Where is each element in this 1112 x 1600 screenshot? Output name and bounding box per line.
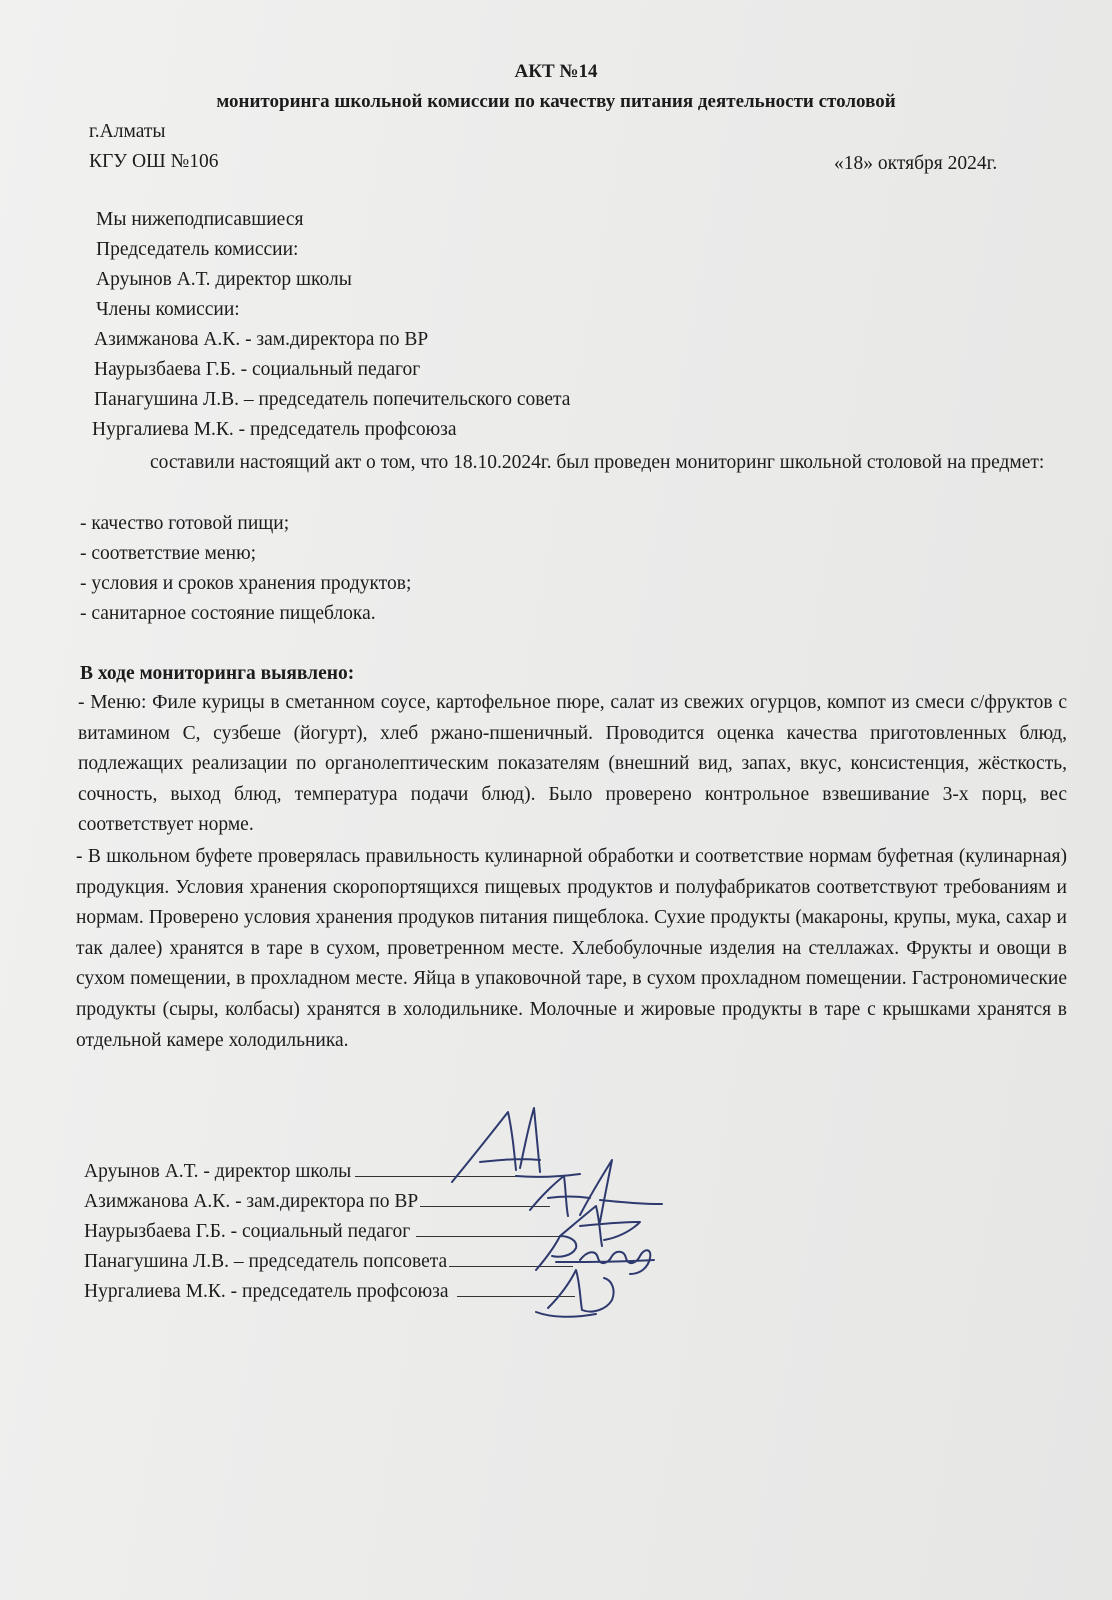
signature-social-teacher <box>560 1206 640 1246</box>
member-item: Наурызбаева Г.Б. - социальный педагог <box>94 359 421 380</box>
signature-row <box>84 1158 527 1184</box>
organization: КГУ ОШ №106 <box>89 151 219 172</box>
city: г.Алматы <box>89 121 166 142</box>
signature-row <box>84 1278 575 1304</box>
signatory-label: Нургалиева М.К. - председатель профсоюза <box>84 1281 449 1302</box>
statement-text: составили настоящий акт о том, что 18.10.2024г. был проведен мониторинг школьной столовой на предмет: <box>150 452 1045 473</box>
member-item: Панагушина Л.В. – председатель попечительского совета <box>94 389 571 410</box>
document-subtitle: мониторинга школьной комиссии по качеству питания деятельности столовой <box>216 91 896 112</box>
member-item: Нургалиева М.К. - председатель профсоюза <box>92 419 457 440</box>
signature-line <box>449 1248 573 1267</box>
subject-item: - соответствие меню; <box>80 543 257 564</box>
signature-line <box>416 1218 564 1237</box>
subject-item: - условия и сроков хранения продуктов; <box>80 573 412 594</box>
signatory-label: Аруынов А.Т. - директор школы <box>84 1161 352 1182</box>
signature-row <box>84 1218 564 1244</box>
document-title: АКТ №14 <box>514 61 598 82</box>
subject-item: - санитарное состояние пищеблока. <box>80 603 376 624</box>
signatory-label: Панагушина Л.В. – председатель попсовета <box>84 1251 448 1272</box>
signature-line <box>355 1158 527 1177</box>
subject-item: - качество готовой пищи; <box>80 513 290 534</box>
findings-paragraph-buffet: - В школьном буфете проверялась правильность кулинарной обработки и соответствие нормам буфетная (кулинарная) продукция. Условия хранения скоропортящихся пищевых продуктов и полуфабрикатов соответствуют требованиям и нормам. Проверено условия хранения продуков питания пищеблока. Сухие продукты (макароны, крупы, мука, сахар и так далее) хранятся в таре в сухом, проветренном месте. Хлебобулочные изделия на стеллажах. Фрукты и овощи в сухом помещении, в прохладном месте. Яйца в упаковочной таре, в сухом прохладном помещении. Гастрономические продукты (сыры, колбасы) хранятся в холодильнике. Молочные и жировые продукты в таре с крышками хранятся в отдельной камере холодильника. <box>76 846 1067 1051</box>
chair-name: Аруынов А.Т. директор школы <box>96 269 352 290</box>
findings-heading: В ходе мониторинга выявлено: <box>80 663 355 684</box>
member-item: Азимжанова А.К. - зам.директора по ВР <box>94 329 429 350</box>
signatory-label: Азимжанова А.К. - зам.директора по ВР <box>84 1191 419 1212</box>
signature-line <box>457 1278 575 1297</box>
document-date: «18» октября 2024г. <box>834 153 998 174</box>
statement-paragraph <box>80 448 1066 479</box>
signature-row <box>84 1188 550 1214</box>
signature-line <box>420 1188 550 1207</box>
findings-paragraph-menu: - Меню: Филе курицы в сметанном соусе, картофельное пюре, салат из свежих огурцов, компот из смеси с/фруктов с витамином С, сузбеше (йогурт), хлеб ржано-пшеничный. Проводится оценка качества приготовленных блюд, подлежащих реализации по органолептическим показателям (внешний вид, запах, вкус, консистенция, жёсткость, сочность, выход блюд, температура подачи блюд). Было проверено контрольное взвешивание 3-х порц, вес соответствует норме. <box>78 692 1067 836</box>
chair-heading: Председатель комиссии: <box>96 239 299 260</box>
signature-row <box>84 1248 573 1274</box>
commission-intro: Мы нижеподписавшиеся <box>96 209 304 230</box>
members-heading: Члены комиссии: <box>96 299 240 320</box>
signatory-label: Наурызбаева Г.Б. - социальный педагог <box>84 1221 411 1242</box>
